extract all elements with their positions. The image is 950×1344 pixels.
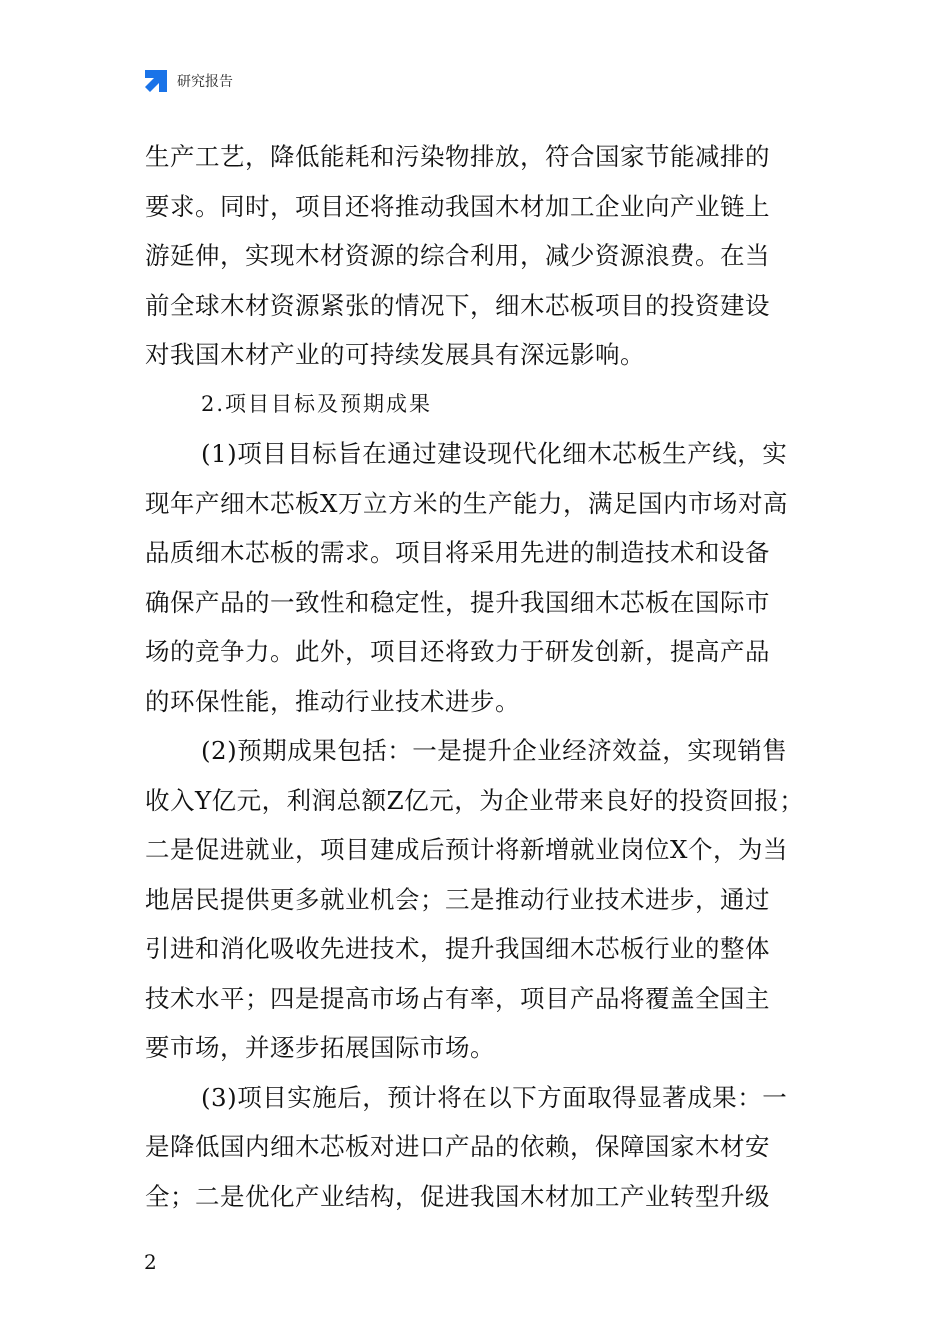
text-line: 是降低国内细木芯板对进口产品的依赖，保障国家木材安 [145, 1132, 770, 1161]
header-title: 研究报告 [177, 74, 233, 90]
text-line: 前全球木材资源紧张的情况下，细木芯板项目的投资建设 [145, 290, 770, 320]
text-line: 游延伸，实现木材资源的综合利用，减少资源浪费。在当 [145, 241, 770, 270]
text-line: (1)项目目标旨在通过建设现代化细木芯板生产线，实 [201, 439, 788, 468]
page-header [143, 68, 233, 94]
text-line: 二是促进就业，项目建成后预计将新增就业岗位X个，为当 [145, 835, 788, 864]
section-heading: 2.项目目标及预期成果 [201, 391, 433, 416]
text-line: 技术水平；四是提高市场占有率，项目产品将覆盖全国主 [145, 983, 770, 1013]
page-number: 2 [144, 1250, 157, 1274]
text-line: 场的竞争力。此外，项目还将致力于研发创新，提高产品 [145, 637, 770, 666]
text-line: 生产工艺，降低能耗和污染物排放，符合国家节能减排的 [145, 142, 770, 171]
text-line: 对我国木材产业的可持续发展具有深远影响。 [145, 340, 645, 369]
text-line: 引进和消化吸收先进技术，提升我国细木芯板行业的整体 [145, 934, 770, 963]
text-line: (2)预期成果包括：一是提升企业经济效益，实现销售 [201, 736, 788, 765]
arrow-up-right-icon [143, 68, 169, 94]
text-line: (3)项目实施后，预计将在以下方面取得显著成果：一 [201, 1082, 788, 1112]
text-line: 收入Y亿元，利润总额Z亿元，为企业带来良好的投资回报； [145, 785, 805, 815]
text-line: 要市场，并逐步拓展国际市场。 [145, 1033, 495, 1062]
text-line: 现年产细木芯板X万立方米的生产能力，满足国内市场对高 [145, 488, 788, 518]
text-line: 品质细木芯板的需求。项目将采用先进的制造技术和设备 [145, 538, 770, 567]
text-line: 全；二是优化产业结构，促进我国木材加工产业转型升级 [145, 1181, 770, 1211]
text-line: 要求。同时，项目还将推动我国木材加工企业向产业链上 [145, 191, 770, 221]
text-line: 地居民提供更多就业机会；三是推动行业技术进步，通过 [145, 884, 770, 914]
text-line: 确保产品的一致性和稳定性，提升我国细木芯板在国际市 [145, 587, 770, 617]
text-line: 的环保性能，推动行业技术进步。 [145, 686, 520, 716]
document-body [145, 132, 813, 1221]
